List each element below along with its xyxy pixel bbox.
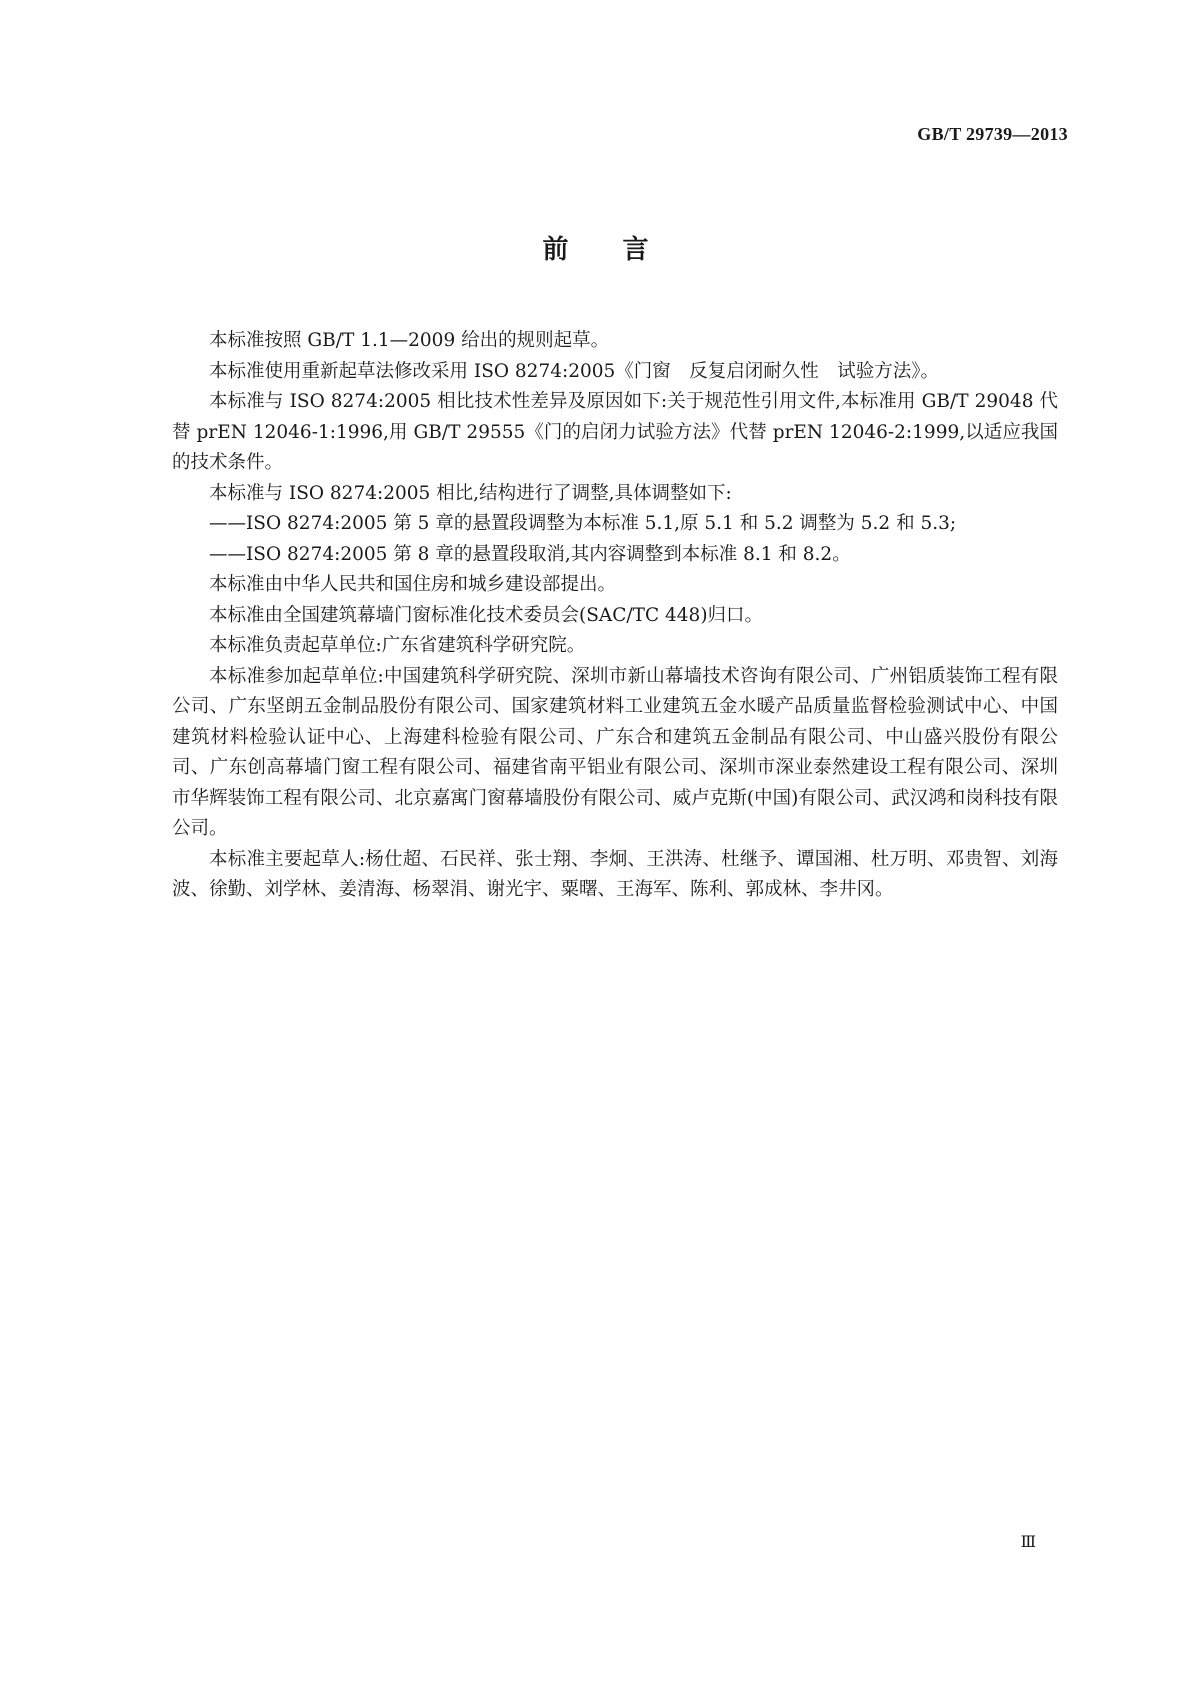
standard-number: GB/T 29739—2013 [917, 124, 1068, 144]
paragraph-drafters: 本标准主要起草人:杨仕超、石民祥、张士翔、李炯、王洪涛、杜继予、谭国湘、杜万明、邓贵智、刘海波、徐勤、刘学林、姜清海、杨翠涓、谢光宇、粟曙、王海军、陈利、郭成林、李井冈。 [172, 848, 1058, 900]
paragraph-committee: 本标准由全国建筑幕墙门窗标准化技术委员会(SAC/TC 448)归口。 [209, 604, 764, 626]
paragraph-technical-differences: 本标准与 ISO 8274:2005 相比技术性差异及原因如下:关于规范性引用文件,本标准用 GB/T 29048 代替 prEN 12046-1:1996,用 GB/T 29555《门的启闭力试验方法》代替 prEN 12046-2:1999,以适应我国的技术条件。 [172, 391, 1058, 473]
paragraph-drafting-rules: 本标准按照 GB/T 1.1—2009 给出的规则起草。 [209, 330, 610, 351]
paragraph-lead-drafter: 本标准负责起草单位:广东省建筑科学研究院。 [209, 635, 586, 656]
foreword-body [172, 326, 1058, 906]
paragraph-participating-units: 本标准参加起草单位:中国建筑科学研究院、深圳市新山幕墙技术咨询有限公司、广州铝质装饰工程有限公司、广东坚朗五金制品股份有限公司、国家建筑材料工业建筑五金水暖产品质量监督检验测试中心、中国建筑材料检验认证中心、上海建科检验有限公司、广东合和建筑五金制品有限公司、中山盛兴股份有限公司、广东创高幕墙门窗工程有限公司、福建省南平铝业有限公司、深圳市深业泰然建设工程有限公司、深圳市华辉装饰工程有限公司、北京嘉寓门窗幕墙股份有限公司、威卢克斯(中国)有限公司、武汉鸿和岗科技有限公司。 [172, 665, 1058, 839]
page-number: Ⅲ [1020, 1534, 1036, 1551]
paragraph-proposer: 本标准由中华人民共和国住房和城乡建设部提出。 [209, 574, 617, 595]
paragraph-adoption: 本标准使用重新起草法修改采用 ISO 8274:2005《门窗 反复启闭耐久性 试验方法》。 [209, 360, 940, 382]
list-item-chapter-5: ——ISO 8274:2005 第 5 章的悬置段调整为本标准 5.1,原 5.1 和 5.2 调整为 5.2 和 5.3; [209, 513, 957, 534]
page-title: 前言 [542, 235, 703, 265]
paragraph-structure-changes: 本标准与 ISO 8274:2005 相比,结构进行了调整,具体调整如下: [209, 482, 732, 504]
list-item-chapter-8: ——ISO 8274:2005 第 8 章的悬置段取消,其内容调整到本标准 8.1 和 8.2。 [209, 543, 851, 565]
